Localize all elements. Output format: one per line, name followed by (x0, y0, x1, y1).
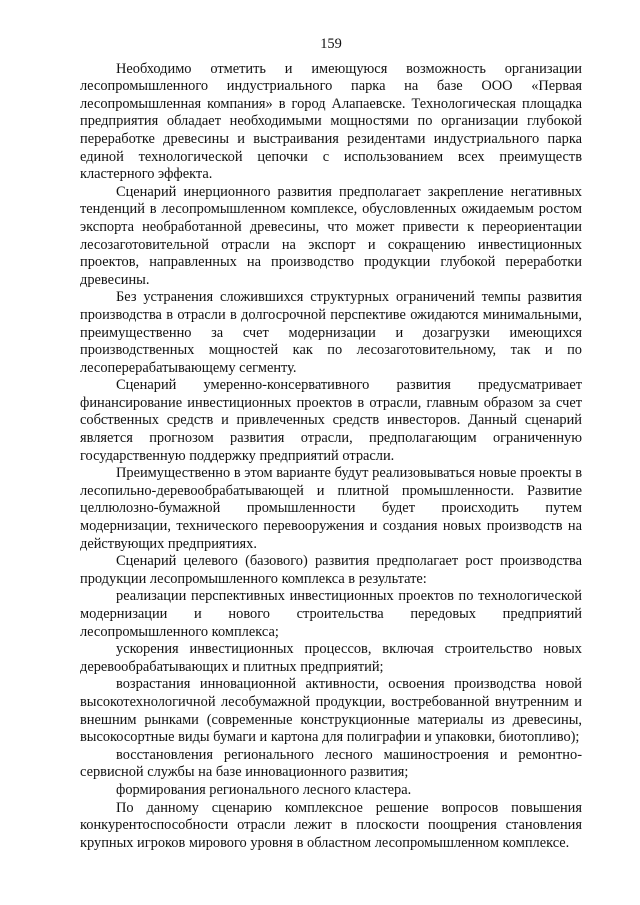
paragraph-inertial-scenario: Сценарий инерционного развития предполагает закрепление негативных тенденций в лесопромышленном комплексе, обусловленных ожидаемым ростом экспорта необработанной древесины, что может привести к переориентации лесозаготовительной отрасли на экспорт и сокращению инвестиционных проектов, направленных на производство продукции глубокой переработки древесины. (80, 183, 582, 288)
paragraph-structural-constraints: Без устранения сложившихся структурных ограничений темпы развития производства в отрасли в долгосрочной перспективе ожидаются минимальными, преимущественно за счет модернизации и дозагрузки имеющихся производственных мощностей как по лесозаготовительному, так и по лесоперерабатывающему сегменту. (80, 289, 582, 376)
paragraph-target-scenario: Сценарий целевого (базового) развития предполагает рост производства продукции лесопромышленного комплекса в результате: (80, 553, 582, 587)
paragraph-new-projects: Преимущественно в этом варианте будут реализовываться новые проекты в лесопильно-деревообрабатывающей и плитной промышленности. Развитие целлюлозно-бумажной промышленности будет происходить путем модернизации, технического перевооружения и создания новых производств на действующих предприятиях. (80, 465, 582, 552)
list-item-investment-projects: реализации перспективных инвестиционных проектов по технологической модернизации и нового строительства передовых предприятий лесопромышленного комплекса; (80, 588, 582, 640)
list-item-investment-acceleration: ускорения инвестиционных процессов, включая строительство новых деревообрабатывающих и плитных предприятий; (80, 641, 582, 675)
list-item-forest-cluster: формирования регионального лесного кластера. (116, 781, 412, 798)
paragraph-conservative-scenario: Сценарий умеренно-консервативного развития предусматривает финансирование инвестиционных проектов в отрасли, главным образом за счет собственных средств и привлеченных средств инвесторов. Данный сценарий является прогнозом развития отрасли, предполагающим ограниченную государственную поддержку предприятий отрасли. (80, 377, 582, 464)
paragraph-industrial-park: Необходимо отметить и имеющуюся возможность организации лесопромышленного индустриального парка на базе ООО «Первая лесопромышленная компания» в город Алапаевске. Технологическая площадка предприятия обладает необходимыми мощностями по организации глубокой переработке древесины и выстраивания резидентами индустриального парка единой технологической цепочки с использованием всех преимуществ кластерного эффекта. (80, 60, 582, 183)
paragraph-competitiveness: По данному сценарию комплексное решение вопросов повышения конкурентоспособности отрасли лежит в плоскости поощрения становления крупных игроков мирового уровня в областном лесопромышленном комплексе. (80, 799, 582, 851)
page-number: 159 (320, 36, 342, 52)
list-item-machine-building: восстановления регионального лесного машиностроения и ремонтно-сервисной службы на базе инновационного развития; (80, 746, 582, 781)
list-item-innovation-activity: возрастания инновационной активности, освоения производства новой высокотехнологичной лесобумажной продукции, востребованной внутренним и внешним рынками (современные конструкционные материалы из древесины, высокосортные виды бумаги и картона для полиграфии и упаковки, биотопливо); (80, 676, 582, 746)
document-page (80, 36, 582, 852)
